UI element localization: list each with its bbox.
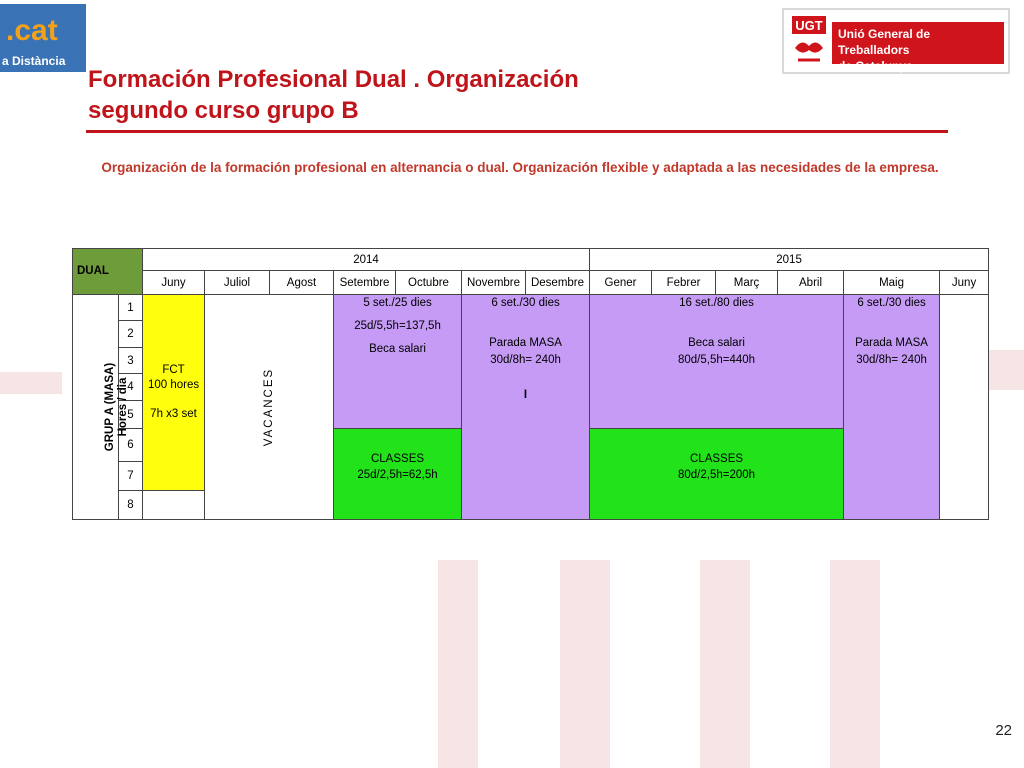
gen-abr-line3: 80d/5,5h=440h xyxy=(677,353,756,366)
ugt-name-line1: Unió General de Treballadors xyxy=(838,27,931,57)
gen-abr-block xyxy=(590,294,844,428)
nov-des-line2: Parada MASA xyxy=(489,336,562,349)
ugt-logo xyxy=(782,8,1010,74)
hour-number: 6 xyxy=(119,429,143,462)
month-header: Setembre xyxy=(334,271,396,294)
logo-distance-text: a Distància xyxy=(2,54,66,68)
month-header: Juny xyxy=(143,271,205,294)
watermark-stripe xyxy=(438,560,478,768)
schedule-table xyxy=(72,248,989,520)
page-subtitle: Organización de la formación profesional en alternancia o dual. Organización flexible y adaptada a las necesidades de la empresa. xyxy=(101,160,939,175)
watermark-stripe xyxy=(830,560,880,768)
sep-oct-line2: 25d/5,5h=137,5h xyxy=(354,319,441,332)
year-2014: 2014 xyxy=(143,249,590,271)
group-label-line2: Hores / dia xyxy=(117,377,130,437)
nov-des-line1: 6 set./30 dies xyxy=(491,296,560,309)
vacances-block xyxy=(205,294,334,519)
group-label-cell xyxy=(73,294,130,519)
hour-number: 2 xyxy=(119,321,143,347)
month-header: Febrer xyxy=(652,271,716,294)
fct-empty-cell xyxy=(143,491,205,520)
nov-des-line3: 30d/8h= 240h xyxy=(490,353,561,366)
classes2-line2: 80d/2,5h=200h xyxy=(677,469,756,482)
page-number: 22 xyxy=(995,722,1012,739)
hour-number: 1 xyxy=(119,294,143,320)
month-header: Juny xyxy=(940,271,989,294)
watermark-stripe xyxy=(0,372,62,394)
ugt-name-box xyxy=(832,22,1004,73)
nov-des-line4: I xyxy=(523,388,528,401)
month-header: Octubre xyxy=(396,271,462,294)
watermark-stripe xyxy=(988,350,1024,390)
classes-block-2 xyxy=(590,429,844,520)
watermark-stripe xyxy=(700,560,750,768)
edu-logo xyxy=(0,4,86,72)
vacances-label: VACANCES xyxy=(263,367,276,447)
page-title-line1: Formación Profesional Dual . Organización xyxy=(88,66,579,93)
month-header: Desembre xyxy=(526,271,590,294)
maig-line2: Parada MASA xyxy=(855,336,928,349)
classes2-line1: CLASSES xyxy=(690,453,744,466)
month-header: Novembre xyxy=(462,271,526,294)
nov-des-block xyxy=(462,294,590,519)
month-header: Agost xyxy=(270,271,334,294)
logo-cat-text: .cat xyxy=(6,14,58,47)
ugt-mark-text: UGT xyxy=(795,18,823,33)
ugt-name-line2: de Catalunya xyxy=(838,59,913,73)
fct-line2: 100 hores xyxy=(147,379,200,392)
maig-block xyxy=(844,294,940,519)
hour-number: 7 xyxy=(119,461,143,491)
hour-number: 8 xyxy=(119,491,143,520)
hour-number: 5 xyxy=(119,400,143,429)
ugt-handshake-icon xyxy=(792,16,826,66)
fct-block xyxy=(143,294,205,491)
fct-line3: 7h x3 set xyxy=(150,408,197,421)
classes1-line1: CLASSES xyxy=(370,453,425,466)
group-label-line1: GRUP A (MASA) xyxy=(104,362,117,452)
fct-line1: FCT xyxy=(162,364,185,377)
month-header: Gener xyxy=(590,271,652,294)
month-header: Març xyxy=(716,271,778,294)
watermark-stripe xyxy=(560,560,610,768)
month-header: Juliol xyxy=(205,271,270,294)
gen-abr-line2: Beca salari xyxy=(688,336,745,349)
month-header: Maig xyxy=(844,271,940,294)
juny-2015-empty xyxy=(940,294,989,519)
sep-oct-block xyxy=(334,294,462,428)
page-title-line2: segundo curso grupo B xyxy=(88,97,359,124)
sep-oct-line3: Beca salari xyxy=(369,342,426,355)
page-title xyxy=(88,64,579,126)
hour-number: 3 xyxy=(119,347,143,373)
dual-header: DUAL xyxy=(73,249,143,295)
month-header: Abril xyxy=(778,271,844,294)
group-label xyxy=(104,363,130,451)
maig-line3: 30d/8h= 240h xyxy=(856,353,927,366)
title-underline xyxy=(86,130,948,133)
maig-line1: 6 set./30 dies xyxy=(857,296,926,309)
classes1-line2: 25d/2,5h=62,5h xyxy=(357,469,438,482)
hour-number: 4 xyxy=(119,374,143,400)
gen-abr-line1: 16 set./80 dies xyxy=(679,296,754,309)
classes-block-1 xyxy=(334,429,462,520)
year-2015: 2015 xyxy=(590,249,989,271)
sep-oct-line1: 5 set./25 dies xyxy=(363,296,432,309)
